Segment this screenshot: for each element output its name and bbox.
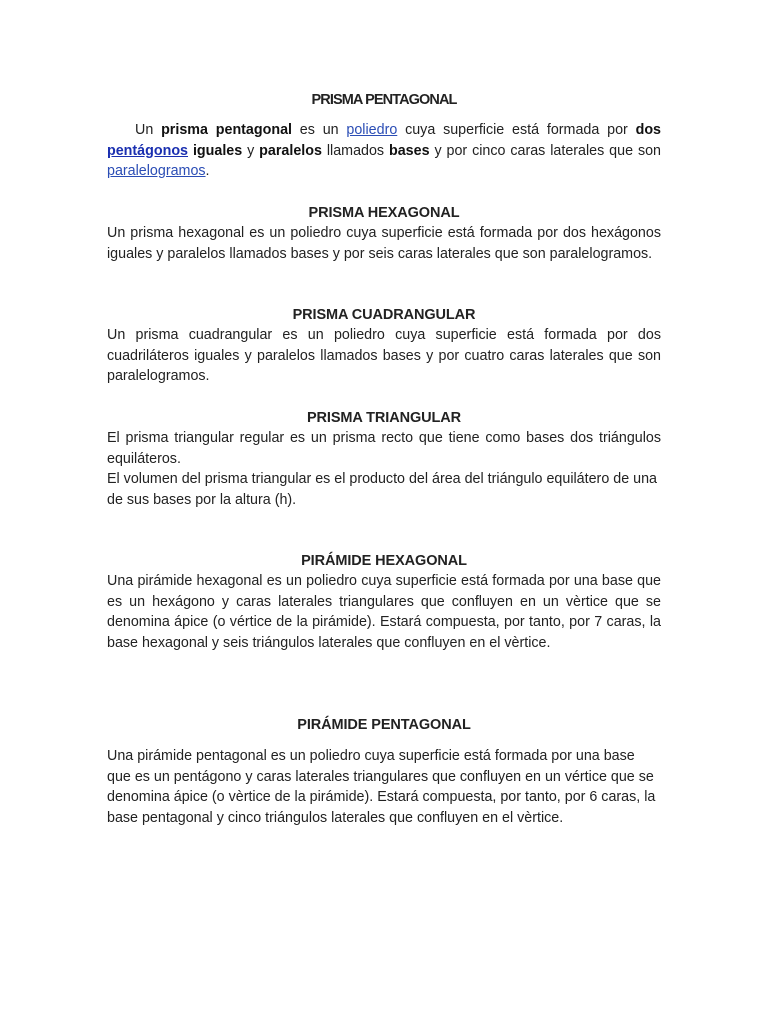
term-dos: dos [635, 122, 662, 138]
title-prisma-cuadrangular: PRISMA CUADRANGULAR [292, 307, 476, 323]
title-prisma-hexagonal: PRISMA HEXAGONAL [308, 205, 460, 221]
para-prisma-cuadrangular: Un prisma cuadrangular es un poliedro cuya superficie está formada por dos cuadriláteros iguales y paralelos llamados bases y por cuatro caras laterales que son paralelogramos. [107, 327, 661, 385]
para-prisma-triangular-1: El prisma triangular regular es un prisma recto que tiene como bases dos triángulos equiláteros. [107, 430, 661, 467]
term-bases: bases [389, 142, 430, 159]
link-pentagonos[interactable]: pentágonos [107, 142, 189, 159]
para-prisma-pentagonal: Un prisma pentagonal es un poliedro cuya superficie está formada por dos pentágonos iguales y paralelos llamados bases y por cinco caras laterales que son paralelogramos. [107, 122, 662, 180]
section-prisma-cuadrangular [107, 305, 661, 387]
title-piramide-pentagonal: PIRÁMIDE PENTAGONAL [297, 717, 471, 733]
link-poliedro[interactable]: poliedro [346, 122, 398, 138]
para-piramide-pentagonal: Una pirámide pentagonal es un poliedro cuya superficie está formada por una base que es un pentágono y caras laterales triangulares que confluyen en un vértice que se denomina ápice (o vèrtice de la pirámide). Estará compuesta, por tanto, por 6 caras, la base pentagonal y cinco triángulos laterales que confluyen en el vèrtice. [107, 748, 656, 826]
term-paralelos: paralelos [259, 142, 322, 159]
link-paralelogramos[interactable]: paralelogramos [107, 163, 206, 180]
section-piramide-pentagonal [107, 715, 661, 828]
term-prisma-pentagonal: prisma pentagonal [161, 122, 293, 138]
section-prisma-pentagonal [107, 90, 661, 182]
para-piramide-hexagonal: Una pirámide hexagonal es un poliedro cuya superficie está formada por una base que es un hexágono y caras laterales triangulares que confluyen en un vèrtice que se denomina ápice (o vértice de la pirámide). Estará compuesta, por tanto, por 7 caras, la base hexagonal y seis triángulos laterales que confluyen en el vèrtice. [107, 573, 661, 651]
para-prisma-triangular-2: El volumen del prisma triangular es el producto del área del triángulo equilátero de una de sus bases por la altura (h). [107, 471, 657, 508]
title-piramide-hexagonal: PIRÁMIDE HEXAGONAL [301, 553, 467, 569]
title-prisma-pentagonal: PRISMA PENTAGONAL [311, 92, 457, 108]
term-iguales: iguales [192, 142, 243, 159]
title-prisma-triangular: PRISMA TRIANGULAR [306, 410, 462, 426]
section-prisma-hexagonal [107, 203, 661, 264]
para-prisma-hexagonal: Un prisma hexagonal es un poliedro cuya superficie está formada por dos hexágonos iguales y paralelos llamados bases y por seis caras laterales que son paralelogramos. [107, 225, 661, 262]
section-prisma-triangular [107, 408, 661, 510]
section-piramide-hexagonal [107, 551, 661, 653]
